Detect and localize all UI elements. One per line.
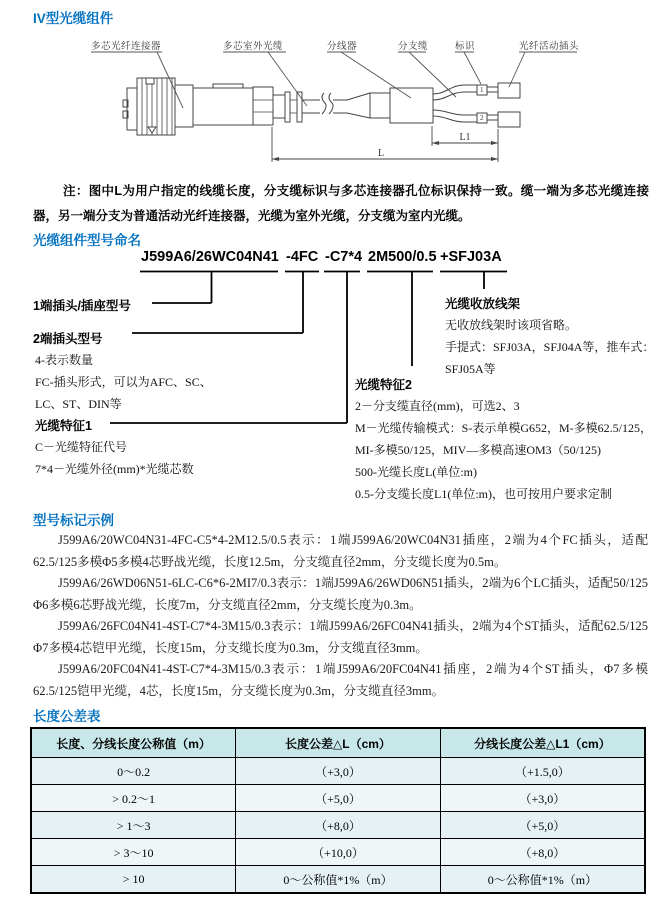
table-row — [31, 866, 645, 894]
diagram-label-branch-cable: 分支缆 — [398, 42, 429, 52]
cell-tol-l1: 0～公称值*1%（m） — [440, 866, 645, 894]
cell-nominal: > 1～3 — [31, 812, 236, 839]
tolerance-table — [30, 727, 646, 894]
diagram-label-outdoor-cable: 多芯室外光缆 — [223, 42, 284, 52]
callout-reel-line: 手提式：SFJ03A，SFJ04A等，推车式： — [445, 340, 655, 354]
naming-section-heading: 光缆组件型号命名 — [33, 233, 141, 248]
cell-nominal: > 10 — [31, 866, 236, 894]
cell-tol-l: （+3,0） — [236, 758, 441, 785]
model-segment-1: J599A6/26WC04N41 — [141, 249, 279, 265]
cable-assembly-diagram — [0, 30, 671, 195]
cell-tol-l: （+10,0） — [236, 839, 441, 866]
diagram-label-fiber-plug: 光纤活动插头 — [519, 42, 580, 52]
marker-digit-1: 1 — [480, 86, 484, 94]
cell-tol-l1: （+3,0） — [440, 785, 645, 812]
col-header-nominal-length: 长度、分线长度公称值（m） — [31, 728, 236, 758]
table-header-row — [31, 728, 645, 758]
cell-tol-l: （+5,0） — [236, 785, 441, 812]
diagram-label-connector: 多芯光纤连接器 — [91, 42, 162, 52]
callout-feature2-line: 0.5-分支缆长度L1(单位:m)，也可按用户要求定制 — [355, 487, 612, 501]
table-row — [31, 839, 645, 866]
example-paragraph: J599A6/26WD06N51-6LC-C6*6-2MI7/0.3表示：1端J599A6/26WD06N51插头，2端为6个LC插头，适配50/125 Φ6多模6芯野战光缆，长度7m，分支缆直径2mm，分支缆长度为0.3m。 — [33, 576, 648, 612]
diagram-label-splitter: 分线器 — [327, 42, 358, 52]
callout-feature1-line: 7*4－光缆外径(mm)*光缆芯数 — [35, 462, 194, 476]
model-segment-2: -4FC — [286, 249, 319, 265]
page-title: IV型光缆组件 — [33, 11, 114, 26]
cell-tol-l: （+8,0） — [236, 812, 441, 839]
callout-feature2-title: 光缆特征2 — [355, 378, 412, 392]
table-row — [31, 812, 645, 839]
note-paragraph: 注：图中L为用户指定的线缆长度，分支缆标识与多芯连接器孔位标识保持一致。缆一端为多芯光缆连接器，另一端分支为普通活动光纤连接器，光缆为室外光缆，分支缆为室内光缆。 — [33, 184, 649, 223]
dimension-l1-label: L1 — [459, 132, 471, 143]
callout-reel-line: 无收放线架时该项省略。 — [445, 318, 578, 332]
callout-feature2-line: M－光缆传输模式：S-表示单模G652，M-多模62.5/125， — [355, 421, 653, 435]
model-segment-5: +SFJ03A — [440, 249, 502, 265]
fiber-plug-1 — [498, 83, 520, 98]
table-row — [31, 785, 645, 812]
callout-end2-line: 4-表示数量 — [35, 353, 93, 367]
callout-feature2-line: 2－分支缆直径(mm)，可选2、3 — [355, 399, 520, 413]
callout-feature2-line: MI-多模50/125，MIV—多模高速OM3（50/125) — [355, 443, 601, 457]
examples-body — [33, 530, 648, 702]
model-segment-3: -C7*4 — [325, 249, 363, 265]
diagram-label-marker: 标识 — [455, 42, 476, 52]
cell-tol-l1: （+8,0） — [440, 839, 645, 866]
callout-end2-line: LC、ST、DIN等 — [35, 397, 122, 411]
callout-feature2-line: 500-光缆长度L(单位:m) — [355, 465, 477, 479]
cable-drawing — [302, 93, 390, 118]
cell-tol-l1: （+5,0） — [440, 812, 645, 839]
examples-heading: 型号标记示例 — [33, 513, 114, 528]
tolerance-table-heading: 长度公差表 — [33, 709, 101, 724]
example-paragraph: J599A6/20FC04N41-4ST-C7*4-3M15/0.3表示：1端J599A6/20FC04N41插座，2端为4个ST插头，Φ7多模62.5/125铠甲光缆，4芯，长度15m，分支缆长度为0.3m，分支缆直径3mm。 — [33, 662, 648, 698]
callout-end1-title: 1端插头/插座型号 — [33, 299, 131, 313]
example-paragraph: J599A6/20WC04N31-4FC-C5*4-2M12.5/0.5表示：1端J599A6/20WC04N31插座，2端为4个FC插头，适配62.5/125多模Φ5多模4芯野战光缆，长度12.5m，分支缆直径2mm，分支缆长度为0.5m。 — [33, 533, 648, 569]
col-header-length-tolerance: 长度公差△L（cm） — [236, 728, 441, 758]
cell-nominal: > 0.2～1 — [31, 785, 236, 812]
cell-tol-l: 0～公称值*1%（m） — [236, 866, 441, 894]
marker-digit-2: 2 — [480, 114, 484, 122]
fiber-plug-2 — [498, 112, 520, 127]
table-row — [31, 758, 645, 785]
callout-reel-title: 光缆收放线架 — [445, 297, 521, 311]
callout-reel-line: SFJ05A等 — [445, 362, 496, 376]
model-segment-4: 2M500/0.5 — [368, 249, 437, 265]
cable-break-mark — [329, 93, 333, 114]
cell-nominal: 0～0.2 — [31, 758, 236, 785]
example-paragraph: J599A6/26FC04N41-4ST-C7*4-3M15/0.3表示：1端J599A6/26FC04N41插头，2端为4个ST插头，适配62.5/125 Φ7多模4芯铠甲光缆，长度15m，分支缆长度为0.3m，分支缆直径3mm。 — [33, 619, 648, 655]
dimension-l-label: L — [377, 148, 385, 159]
callout-end2-title: 2端插头型号 — [33, 332, 103, 346]
callout-feature1-title: 光缆特征1 — [35, 419, 92, 433]
cell-tol-l1: （+1.5,0） — [440, 758, 645, 785]
col-header-branch-tolerance: 分线长度公差△L1（cm） — [440, 728, 645, 758]
connector-drawing — [123, 78, 302, 135]
cell-nominal: > 3～10 — [31, 839, 236, 866]
cable-break-mark — [322, 93, 326, 114]
splitter-box-drawing — [390, 85, 477, 123]
callout-end2-line: FC-插头形式，可以为AFC、SC、 — [35, 375, 212, 389]
callout-feature1-line: C－光缆特征代号 — [35, 440, 128, 454]
